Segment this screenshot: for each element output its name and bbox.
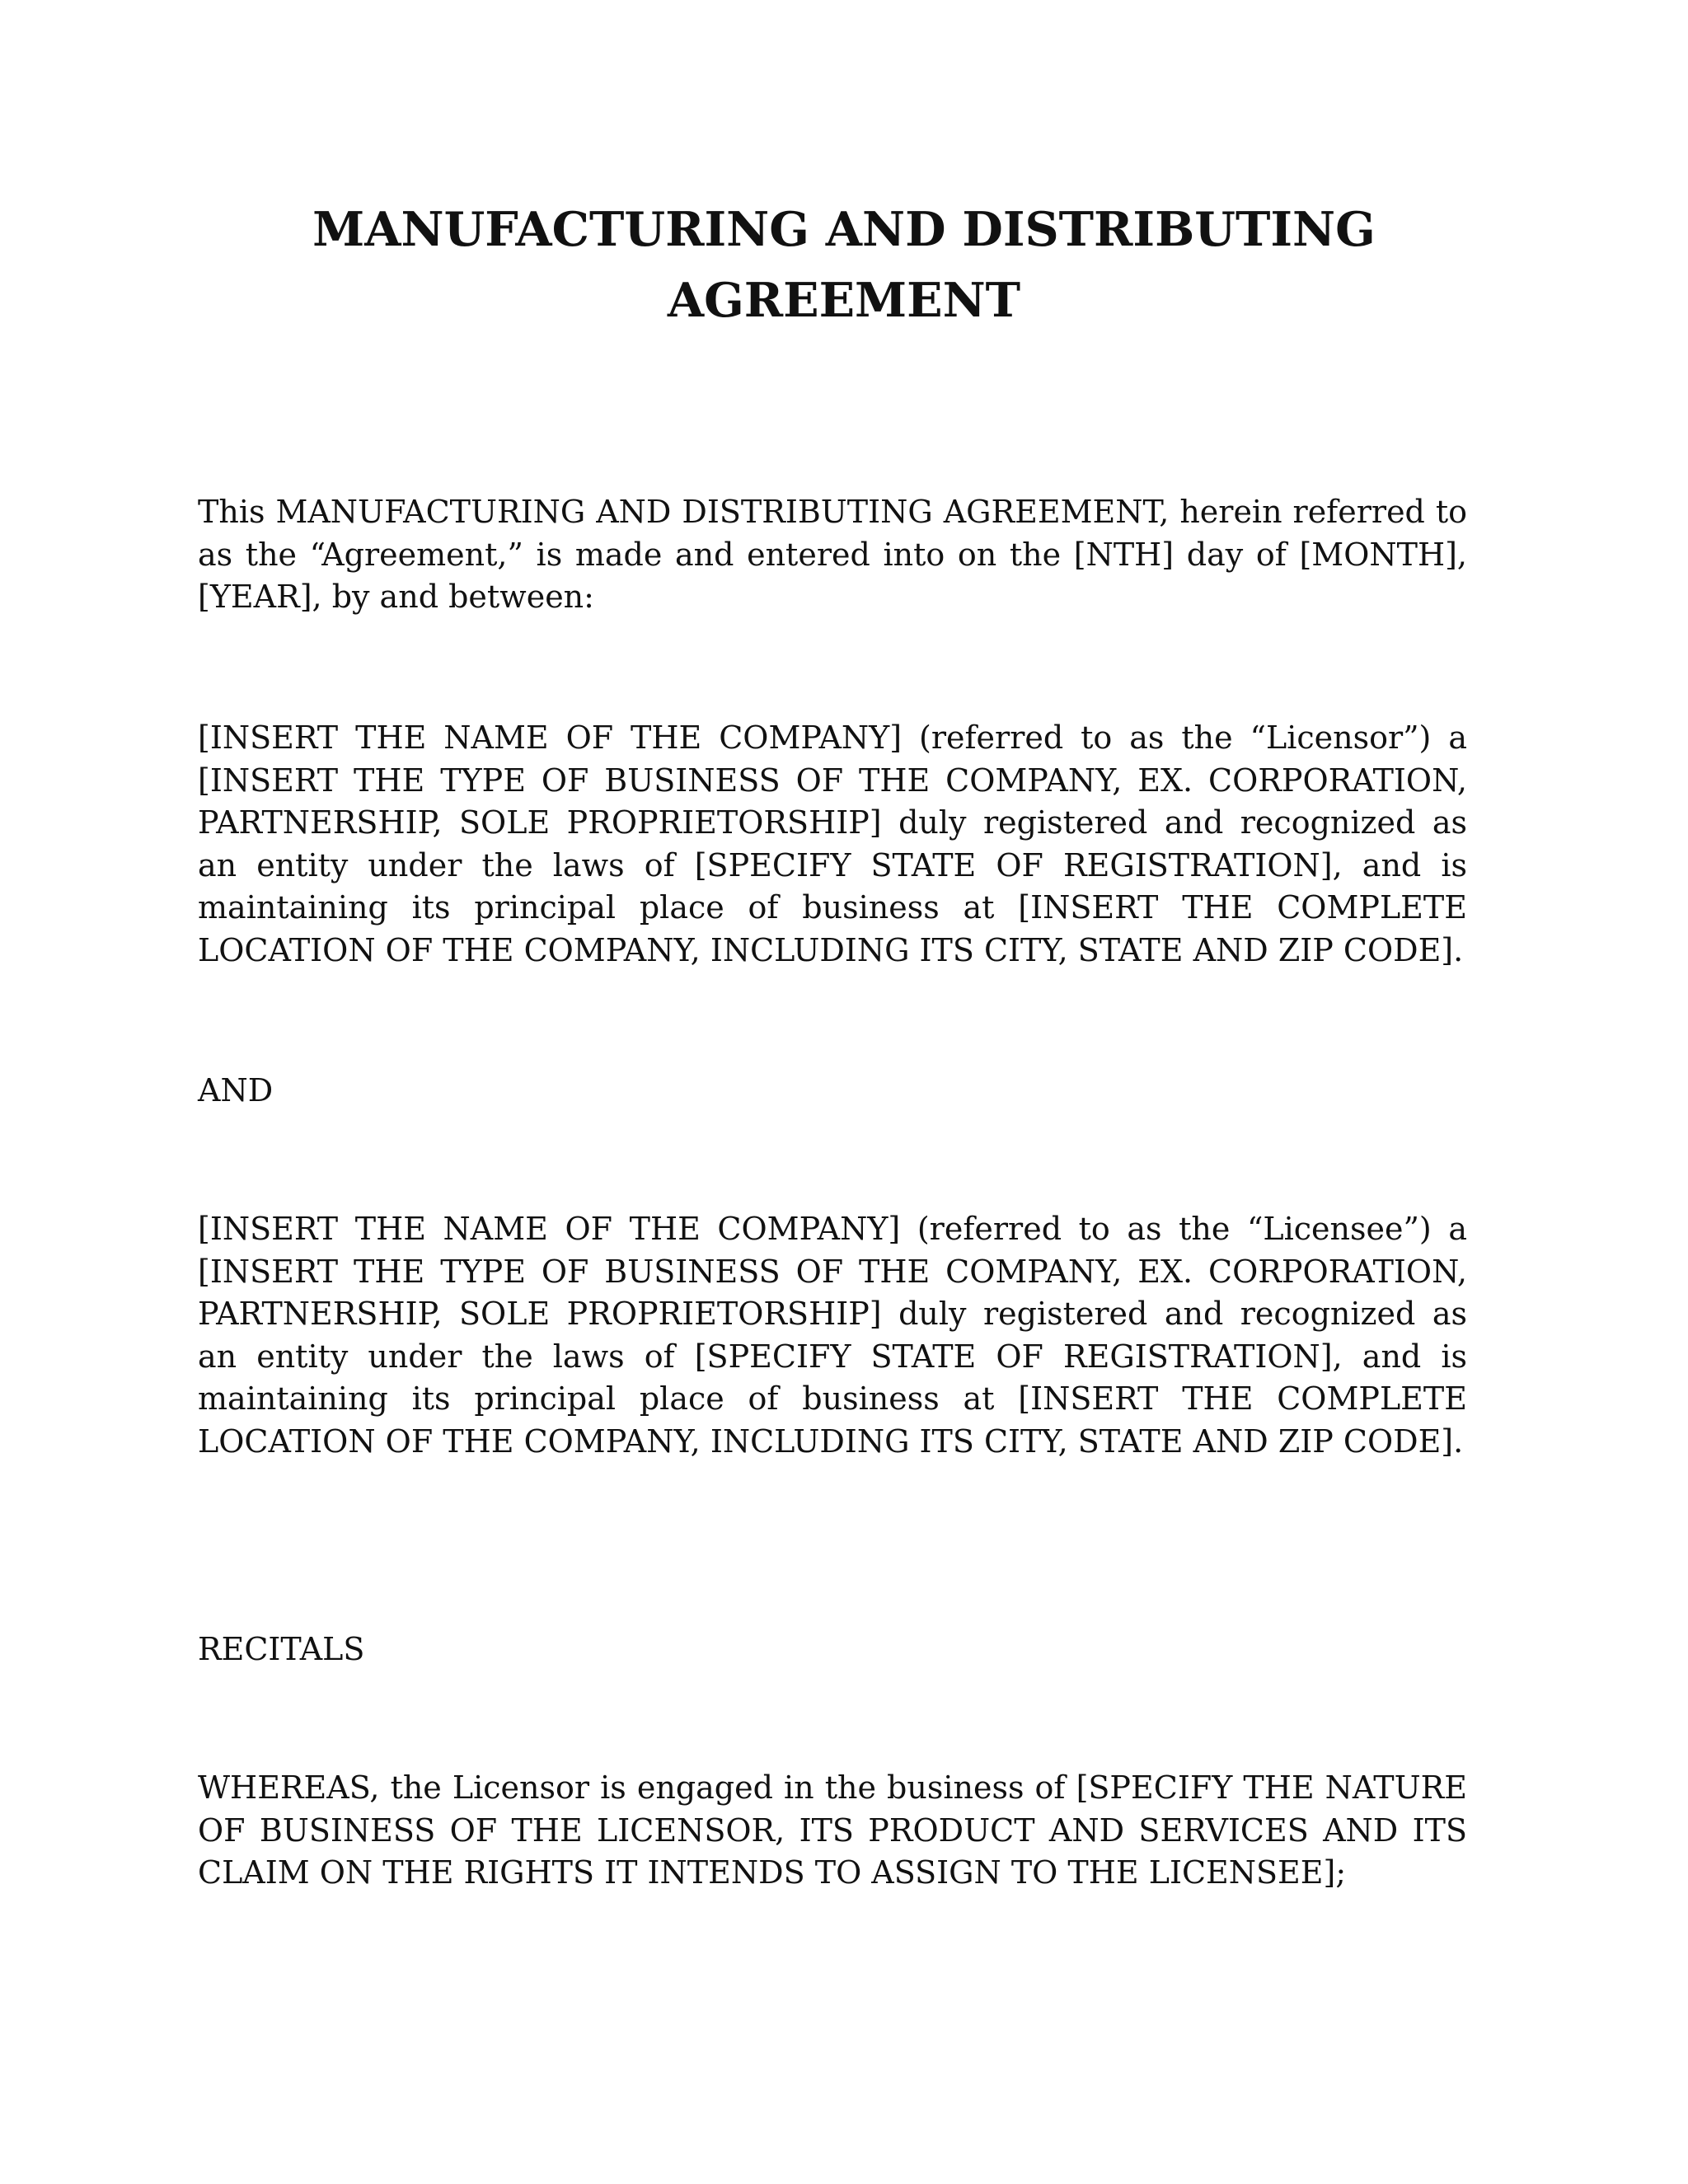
- and-label: AND: [198, 1072, 274, 1108]
- intro-paragraph: This MANUFACTURING AND DISTRIBUTING AGREEMENT, herein referred to as the “Agreement,” is made and entered into on the [NTH] day of [MONTH], [YEAR], by and between:: [198, 494, 1467, 616]
- title-line-2: AGREEMENT: [667, 273, 1021, 328]
- licensee-paragraph: [INSERT THE NAME OF THE COMPANY] (referred to as the “Licensee”) a [INSERT THE TYPE OF BUSINESS OF THE COMPANY, EX. CORPORATION, PARTNERSHIP, SOLE PROPRIETORSHIP] duly registered and recognized as an entity under the laws of [SPECIFY STATE OF REGISTRATION], and is maintaining its principal place of business at [INSERT THE COMPLETE LOCATION OF THE COMPANY, INCLUDING ITS CITY, STATE AND ZIP CODE].: [198, 1211, 1467, 1460]
- whereas-paragraph: WHEREAS, the Licensor is engaged in the business of [SPECIFY THE NATURE OF BUSINESS OF THE LICENSOR, ITS PRODUCT AND SERVICES AND ITS CLAIM ON THE RIGHTS IT INTENDS TO ASSIGN TO THE LICENSEE];: [198, 1769, 1467, 1891]
- title-line-1: MANUFACTURING AND DISTRIBUTING: [312, 202, 1376, 257]
- recitals-heading: RECITALS: [198, 1631, 365, 1667]
- licensor-paragraph: [INSERT THE NAME OF THE COMPANY] (referred to as the “Licensor”) a [INSERT THE TYPE OF BUSINESS OF THE COMPANY, EX. CORPORATION, PARTNERSHIP, SOLE PROPRIETORSHIP] duly registered and recognized as an entity under the laws of [SPECIFY STATE OF REGISTRATION], and is maintaining its principal place of business at [INSERT THE COMPLETE LOCATION OF THE COMPANY, INCLUDING ITS CITY, STATE AND ZIP CODE].: [198, 719, 1467, 968]
- document-title: [198, 194, 1490, 336]
